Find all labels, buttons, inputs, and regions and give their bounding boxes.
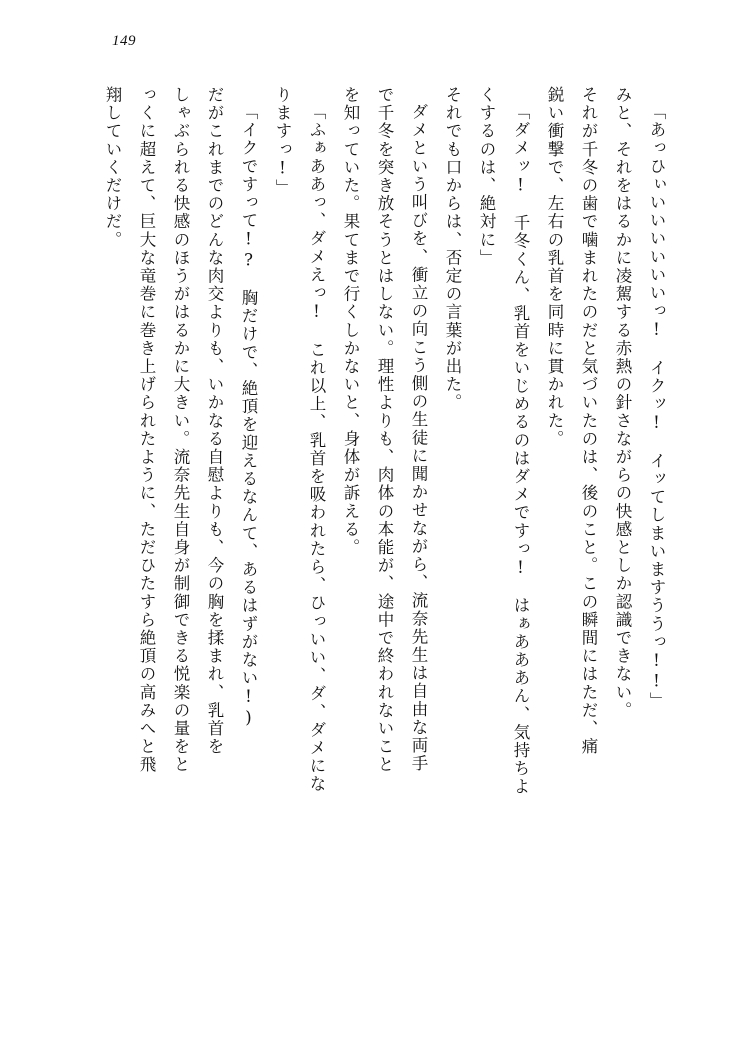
text-column: それでも口からは、否定の言葉が出た。 [443, 86, 462, 412]
text-column: ダメという叫びを、衝立の向こう側の生徒に聞かせながら、流奈先生は自由な両手 [409, 103, 428, 773]
page-number: 149 [112, 33, 136, 49]
text-column: それが千冬の歯で噛まれたのだと気づいたのは、後のこと。この瞬間にはただ、痛 [579, 86, 598, 756]
text-column: 「ふぁああっ、ダメえっ! これ以上、乳首を吸われたら、ひっいい、ダ、ダメにな [307, 103, 326, 794]
text-column: っくに超えて、巨大な竜巻に巻き上げられたように、ただひたすら絶頂の高みへと飛 [137, 86, 156, 774]
text-column: 翔していくだけだ。 [103, 86, 122, 249]
text-column: りますっ!」 [273, 86, 292, 198]
text-column: 「ダメッ! 千冬くん、乳首をいじめるのはダメですっ! はぁあああん、気持ちよ [511, 103, 530, 796]
text-column: しゃぶられる快感のほうがはるかに大きい。流奈先生自身が制御できる悦楽の量をと [171, 86, 190, 774]
text-column: で千冬を突き放そうとはしない。理性よりも、肉体の本能が、途中で終われないこと [375, 86, 394, 774]
text-column: くするのは、絶対に」 [477, 86, 496, 267]
text-column: だがこれまでのどんな肉交よりも、いかなる自慰よりも、今の胸を揉まれ、乳首を [205, 86, 224, 756]
text-column: 鋭い衝撃で、左右の乳首を同時に貫かれた。 [545, 86, 564, 448]
text-column: みと、それをはるかに凌駕する赤熱の針さながらの快感としか認識できない。 [613, 86, 632, 720]
text-column: を知っていた。果てまで行くしかないと、身体が訴える。 [341, 86, 360, 557]
text-column: 「イクですって!? 胸だけで、絶頂を迎えるなんて、あるはずがない!) [239, 103, 258, 729]
vertical-text-block [86, 86, 664, 946]
text-column: 「あっひぃいいいいいいっ! イクッ! イッてしまいますううっ!!」 [647, 103, 666, 711]
